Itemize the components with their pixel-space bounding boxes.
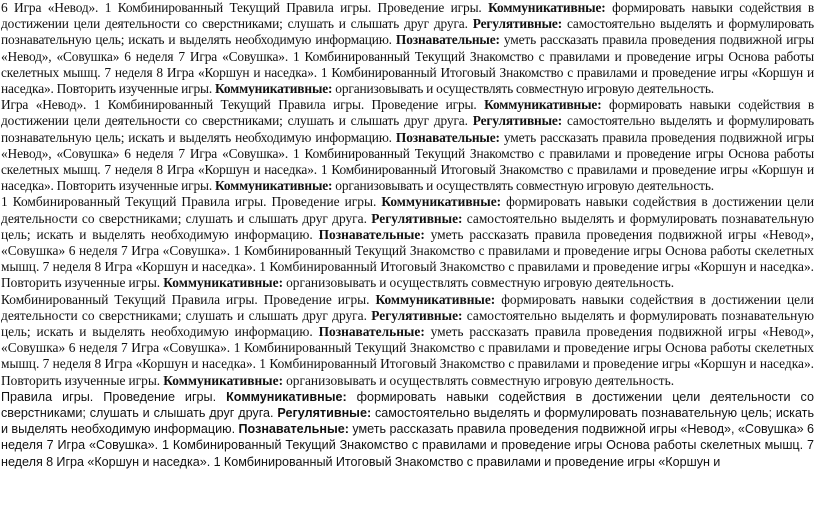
paragraph-3-communicative-label-2: Коммуникативные: [163, 275, 284, 291]
paragraph-2-communicative-label: Коммуникативные: [484, 97, 602, 113]
paragraph-1-communicative-text: формировать навыки содействия в достижении цели деятельности со сверстниками; слушать и слышать друг друга. [1, 0, 815, 32]
paragraph-4-intro: Комбинированный Текущий Правила игры. Проведение игры. [1, 291, 370, 307]
paragraph-1-closing-text: организовывать и осуществлять совместную игровую деятельность. [332, 81, 714, 97]
paragraph-4 [0, 292, 816, 389]
paragraph-2-cognitive-label: Познавательные: [395, 129, 500, 145]
paragraph-3-regulative-text: самостоятельно выделять и формулировать познавательную цель; искать и выделять необходимую информацию. [1, 210, 814, 242]
paragraph-5-communicative-text: формировать навыки содействия в достижении цели деятельности со сверстниками; слушать и слышать друг друга. [1, 389, 814, 421]
paragraph-3-cognitive-label: Познавательные: [318, 226, 425, 242]
paragraph-2-closing-text: организовывать и осуществлять совместную игровую деятельность. [332, 178, 714, 194]
paragraph-4-regulative-text: самостоятельно выделять и формулировать познавательную цель; искать и выделять необходимую информацию. [1, 307, 814, 340]
paragraph-4-closing-text: организовывать и осуществлять совместную игровую деятельность. [283, 372, 675, 388]
paragraph-4-communicative-label-2: Коммуникативные: [163, 372, 284, 388]
paragraph-3-communicative-label: Коммуникативные: [381, 194, 502, 210]
paragraph-4-communicative-label: Коммуникативные: [375, 291, 496, 307]
paragraph-3-regulative-label: Регулятивные: [371, 210, 463, 226]
paragraph-2 [0, 97, 816, 194]
paragraph-2-regulative-label: Регулятивные: [472, 113, 563, 129]
paragraph-4-cognitive-text: уметь рассказать правила проведения подвижной игры «Невод», «Совушка» 6 неделя 7 Игра «Совушка». 1 Комбинированный Текущий Знакомство с правилами и проведение игры Основа работы скелетных мышц. 7 неделя 8 Игра «Коршун и наседка». 1 Комбинированный Итоговый Знакомство с правилами и проведение игры «Коршун и наседка». Повторить изученные игры. [1, 324, 814, 388]
paragraph-1-cognitive-text: уметь рассказать правила проведения подвижной игры «Невод», «Совушка» 6 неделя 7 Игра «Совушка». 1 Комбинированный Текущий Знакомство с правилами и проведение игры Основа работы скелетных мышц. 7 неделя 8 Игра «Коршун и наседка». 1 Комбинированный Итоговый Знакомство с правилами и проведение игры «Коршун и наседка». Повторить изученные игры. [1, 32, 814, 97]
paragraph-4-cognitive-label: Познавательные: [318, 324, 425, 340]
paragraph-5-cognitive-text: уметь рассказать правила проведения подвижной игры «Невод», «Совушка» 6 неделя 7 Игра «Совушка». 1 Комбинированный Текущий Знакомство с правилами и проведение игры Основа работы скелетных мышц. 7 неделя 8 Игра «Коршун и наседка». 1 Комбинированный Итоговый Знакомство с правилами и проведение игры «Коршун и [1, 422, 814, 469]
paragraph-2-cognitive-text: уметь рассказать правила проведения подвижной игры «Невод», «Совушка» 6 неделя 7 Игра «Совушка». 1 Комбинированный Текущий Знакомство с правилами и проведение игры Основа работы скелетных мышц. 7 неделя 8 Игра «Коршун и наседка». 1 Комбинированный Итоговый Знакомство с правилами и проведение игры «Коршун и наседка». Повторить изученные игры. [1, 129, 814, 194]
paragraph-4-communicative-text: формировать навыки содействия в достижении цели деятельности со сверстниками; слушать и слышать друг друга. [1, 291, 814, 323]
paragraph-3 [0, 194, 816, 291]
paragraph-1-communicative-label: Коммуникативные: [488, 0, 606, 15]
paragraph-2-intro: Игра «Невод». 1 Комбинированный Текущий Правила игры. Проведение игры. [1, 97, 477, 113]
paragraph-1-communicative-label-2: Коммуникативные: [214, 81, 333, 97]
paragraph-1-regulative-label: Регулятивные: [472, 16, 563, 32]
paragraph-3-intro: 1 Комбинированный Текущий Правила игры. Проведение игры. [1, 194, 377, 210]
paragraph-1-cognitive-label: Познавательные: [395, 32, 500, 48]
paragraph-3-cognitive-text: уметь рассказать правила проведения подвижной игры «Невод», «Совушка» 6 неделя 7 Игра «Совушка». 1 Комбинированный Текущий Знакомство с правилами и проведение игры Основа работы скелетных мышц. 7 неделя 8 Игра «Коршун и наседка». 1 Комбинированный Итоговый Знакомство с правилами и проведение игры «Коршун и наседка». Повторить изученные игры. [1, 226, 814, 291]
paragraph-3-closing-text: организовывать и осуществлять совместную игровую деятельность. [283, 275, 675, 291]
paragraph-5-cognitive-label: Познавательные: [238, 422, 349, 437]
paragraph-2-communicative-text: формировать навыки содействия в достижении цели деятельности со сверстниками; слушать и слышать друг друга. [1, 97, 815, 129]
paragraph-1 [0, 0, 816, 97]
paragraph-5-intro: Правила игры. Проведение игры. [1, 389, 217, 404]
paragraph-5-regulative-text: самостоятельно выделять и формулировать познавательную цель; искать и выделять необходимую информацию. [1, 406, 815, 437]
paragraph-4-regulative-label: Регулятивные: [371, 307, 463, 323]
paragraph-1-intro: 6 Игра «Невод». 1 Комбинированный Текущий Правила игры. Проведение игры. [1, 0, 482, 15]
paragraph-5-communicative-label: Коммуникативные: [226, 389, 347, 404]
paragraph-5-regulative-label: Регулятивные: [277, 406, 372, 421]
paragraph-3-communicative-text: формировать навыки содействия в достижении цели деятельности со сверстниками; слушать и слышать друг друга. [1, 194, 814, 226]
paragraph-1-regulative-text: самостоятельно выделять и формулировать познавательную цель; искать и выделять необходимую информацию. [1, 16, 814, 48]
paragraph-2-regulative-text: самостоятельно выделять и формулировать познавательную цель; искать и выделять необходимую информацию. [1, 113, 814, 145]
paragraph-2-communicative-label-2: Коммуникативные: [214, 178, 333, 194]
paragraph-5 [0, 389, 816, 470]
